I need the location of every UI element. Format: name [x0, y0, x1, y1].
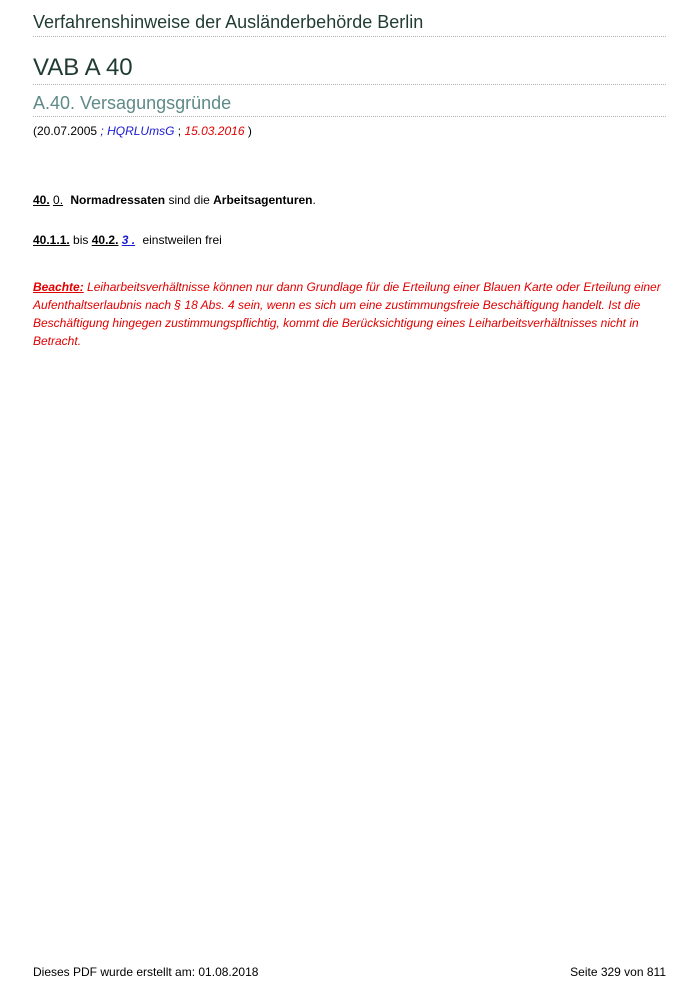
note-paragraph — [33, 278, 666, 350]
section-number-link[interactable]: 3 . — [121, 233, 136, 247]
range-word: bis — [69, 233, 92, 247]
section-number-link[interactable]: 40.2. — [91, 233, 119, 247]
date-start: (20.07.2005 — [33, 124, 98, 138]
term-normadressaten: Normadressaten — [70, 193, 166, 207]
note-label: Beachte: — [33, 280, 84, 294]
title-divider — [33, 84, 666, 85]
note-text: Leiharbeitsverhältnisse können nur dann Grundlage für die Erteilung einer Blauen Karte oder Erteilung einer Aufenthaltserlaubnis nach § 18 Abs. 4 sein, wenn es sich um eine zustimmungsfreie Beschäftigung handelt. Ist die Beschäftigung hingegen zustimmungspflichtig, kommt die Berücksichtigung eines Leiharbeitsverhältnisses nicht in Betracht. — [33, 280, 661, 348]
paragraph-40-0 — [33, 193, 316, 207]
date-end: ) — [244, 124, 252, 138]
header-title: Verfahrenshinweise der Ausländerbehörde Berlin — [33, 12, 424, 32]
section-number-link[interactable]: 40. — [33, 193, 50, 207]
subsection-number-link[interactable]: 0. — [53, 193, 64, 207]
revision-date: 15.03.2016 — [184, 124, 245, 138]
document-title: VAB A 40 — [33, 54, 133, 81]
paragraph-40-1-1 — [33, 233, 222, 247]
footer-created-date: Dieses PDF wurde erstellt am: 01.08.2018 — [33, 965, 259, 979]
section-number-link[interactable]: 40.1.1. — [33, 233, 70, 247]
term-arbeitsagenturen: Arbeitsagenturen — [213, 193, 313, 207]
revision-dates — [33, 124, 252, 138]
paragraph-text: sind die — [165, 193, 214, 207]
footer-page-number: Seite 329 von 811 — [570, 965, 666, 979]
date-separator: ; — [174, 124, 185, 138]
law-link[interactable]: HQRLUmsG — [107, 124, 175, 138]
date-separator: ; — [97, 124, 108, 138]
paragraph-end: . — [312, 193, 316, 207]
paragraph-text: einstweilen frei — [142, 233, 222, 247]
header-divider — [33, 36, 666, 37]
section-divider — [33, 116, 666, 117]
section-title: A.40. Versagungsgründe — [33, 93, 232, 113]
